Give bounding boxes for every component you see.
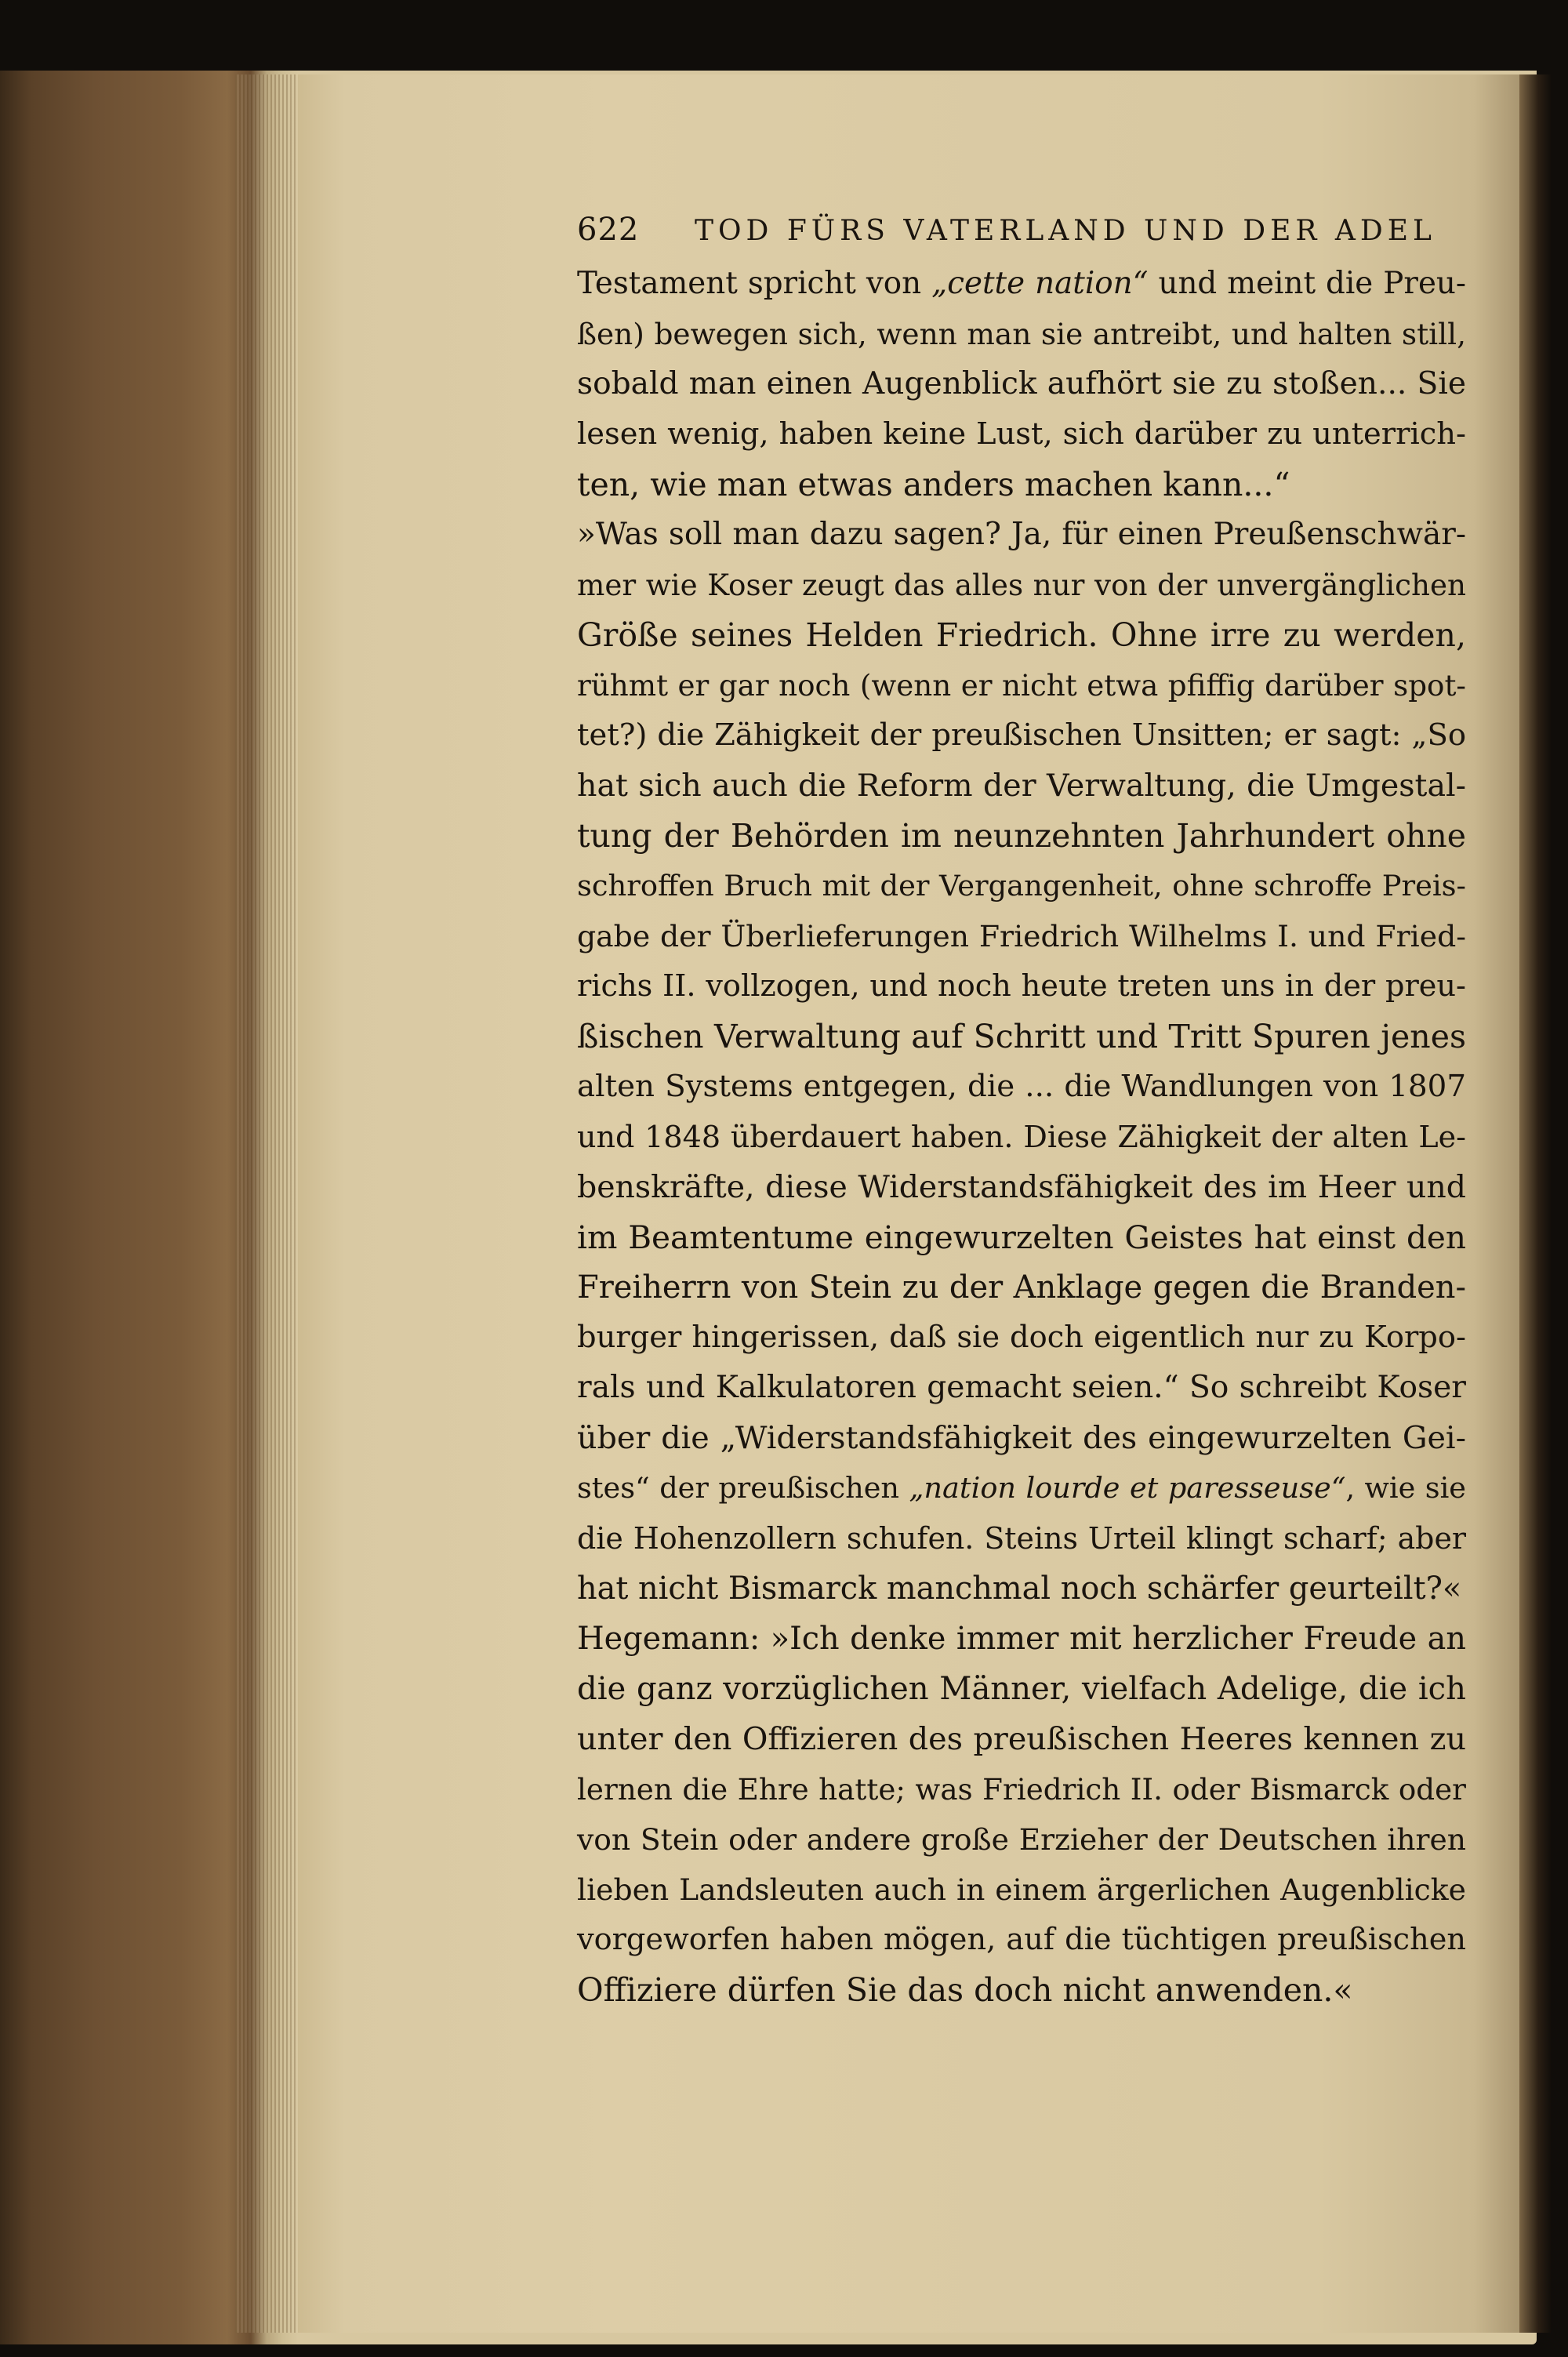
text-run: rühmt er gar noch (wenn er nicht etwa pfiffig darüber spot- (577, 668, 1466, 703)
text-run: , wie sie (1345, 1471, 1466, 1505)
text-run: von Stein oder andere große Erzieher der Deutschen ihren (577, 1822, 1466, 1857)
text-line (577, 309, 1466, 359)
text-run: Freiherrn von Stein zu der Anklage gegen die Branden- (577, 1269, 1466, 1306)
italic-text: „nation lourde et paresseuse“ (909, 1471, 1346, 1505)
text-run: burger hingerissen, daß sie doch eigentlich nur zu Korpo- (577, 1320, 1466, 1355)
text-run: benskräfte, diese Widerstandsfähigkeit des im Heer und (577, 1169, 1466, 1205)
text-line (577, 1614, 1466, 1664)
page-edges (235, 74, 306, 2333)
text-run: mer wie Koser zeugt das alles nur von der unvergänglichen (577, 568, 1466, 602)
text-line (577, 1062, 1466, 1112)
text-line (577, 1764, 1466, 1814)
text-run: sobald man einen Augenblick aufhört sie zu stoßen... Sie (577, 366, 1466, 401)
text-run: gabe der Überlieferungen Friedrich Wilhelms I. und Fried- (577, 919, 1466, 953)
text-line (577, 911, 1466, 961)
text-line (577, 409, 1466, 459)
text-run: über die „Widerstandsfähigkeit des eingewurzelten Gei- (577, 1420, 1466, 1456)
text-run: unter den Offizieren des preußischen Heeres kennen zu (577, 1721, 1466, 1757)
text-run: rals und Kalkulatoren gemacht seien.“ So schreibt Koser (577, 1370, 1466, 1405)
text-line (577, 1363, 1466, 1413)
text-run: lernen die Ehre hatte; was Friedrich II. oder Bismarck oder (577, 1772, 1466, 1807)
text-line (577, 1212, 1466, 1262)
text-line (577, 861, 1466, 911)
text-run: die ganz vorzüglichen Männer, vielfach Adelige, die ich (577, 1671, 1466, 1707)
text-run: »Was soll man dazu sagen? Ja, für einen Preußenschwär- (577, 517, 1466, 552)
text-line (577, 1463, 1466, 1513)
text-run: hat nicht Bismarck manchmal noch schärfer geurteilt?« (577, 1571, 1462, 1607)
text-run: ten, wie man etwas anders machen kann...“ (577, 466, 1290, 503)
text-line (577, 510, 1466, 560)
text-run: Offiziere dürfen Sie das doch nicht anwenden.« (577, 1971, 1353, 2009)
text-line (577, 761, 1466, 811)
text-line (577, 1262, 1466, 1313)
text-run: und meint die Preu- (1148, 266, 1467, 301)
text-line (577, 1915, 1466, 1965)
text-line (577, 1011, 1466, 1062)
text-line (577, 259, 1466, 309)
text-line (577, 1563, 1466, 1614)
page-shadow (1519, 74, 1551, 2333)
text-run: stes“ der preußischen (577, 1471, 909, 1505)
text-run: im Beamtentume eingewurzelten Geistes hat einst den (577, 1218, 1466, 1256)
text-run: hat sich auch die Reform der Verwaltung, die Umgestal- (577, 768, 1466, 804)
text-run: vorgeworfen haben mögen, auf die tüchtigen preußischen (577, 1922, 1466, 1957)
text-run: und 1848 überdauert haben. Diese Zähigkeit der alten Le- (577, 1120, 1466, 1154)
text-line (577, 811, 1466, 861)
text-run: ßen) bewegen sich, wenn man sie antreibt, und halten still, (577, 317, 1466, 351)
text-line (577, 710, 1466, 761)
text-run: lesen wenig, haben keine Lust, sich darüber zu unterrich- (577, 416, 1466, 452)
italic-text: „cette nation“ (931, 266, 1149, 301)
text-line (577, 1865, 1466, 1915)
text-run: richs II. vollzogen, und noch heute treten uns in der preu- (577, 968, 1466, 1004)
text-line (577, 1965, 1466, 2015)
text-line (577, 660, 1466, 710)
text-run: ßischen Verwaltung auf Schritt und Tritt Spuren jenes (577, 1018, 1466, 1055)
text-run: die Hohenzollern schufen. Steins Urteil klingt scharf; aber (577, 1521, 1466, 1556)
text-line (577, 1413, 1466, 1463)
body-text (577, 259, 1466, 2015)
text-line (577, 1112, 1466, 1162)
page-number: 622 (577, 212, 640, 248)
text-run: Größe seines Helden Friedrich. Ohne irre zu werden, (577, 616, 1466, 654)
text-line (577, 1162, 1466, 1212)
text-run: Hegemann: »Ich denke immer mit herzlicher Freude an (577, 1621, 1466, 1657)
text-run: Testament spricht von (577, 266, 932, 301)
running-header (577, 212, 1466, 259)
text-run: tung der Behörden im neunzehnten Jahrhundert ohne (577, 817, 1466, 855)
text-run: schroffen Bruch mit der Vergangenheit, ohne schroffe Preis- (577, 869, 1466, 902)
text-line (577, 1714, 1466, 1764)
text-line (577, 1513, 1466, 1563)
running-title: TOD FÜRS VATERLAND UND DER ADEL (695, 215, 1436, 247)
text-block (577, 212, 1466, 2015)
text-line (577, 560, 1466, 610)
text-line (577, 1664, 1466, 1714)
text-line (577, 1814, 1466, 1865)
text-run: lieben Landsleuten auch in einem ärgerlichen Augenblicke (577, 1872, 1466, 1907)
text-run: alten Systems entgegen, die ... die Wandlungen von 1807 (577, 1069, 1466, 1104)
text-line (577, 1313, 1466, 1363)
text-line (577, 459, 1466, 510)
text-run: tet?) die Zähigkeit der preußischen Unsitten; er sagt: „So (577, 717, 1466, 753)
text-line (577, 610, 1466, 660)
text-line (577, 359, 1466, 409)
text-line (577, 961, 1466, 1011)
